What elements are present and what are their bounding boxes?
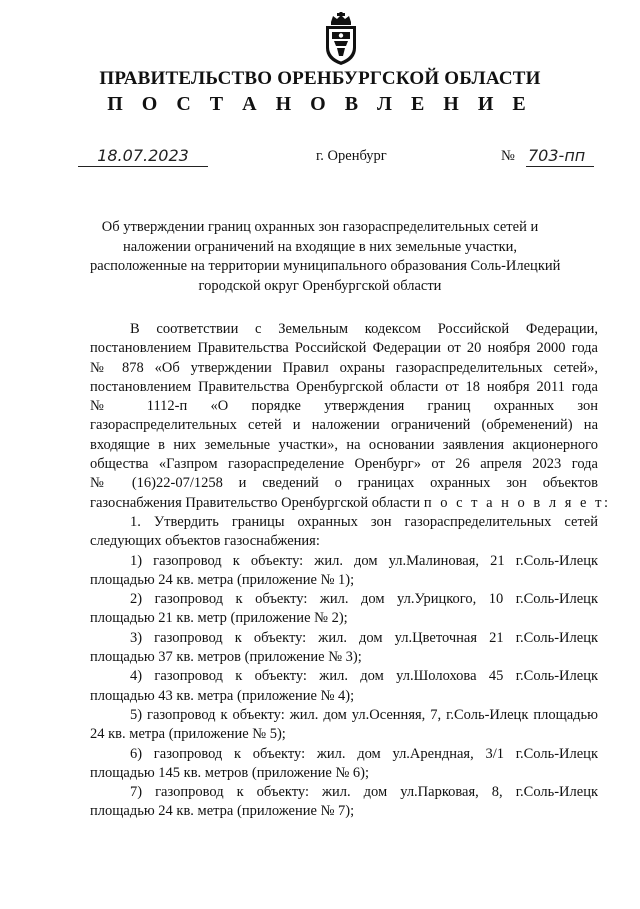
number-underline bbox=[526, 166, 594, 167]
item-line: 1) газопровод к объекту: жил. дом ул.Малиновая, 21 г.Соль-Илецк bbox=[130, 552, 598, 569]
body-line: общества «Газпром газораспределение Оренбург» от 26 апреля 2023 года bbox=[90, 456, 598, 473]
coat-of-arms-icon bbox=[322, 12, 360, 66]
body-line: № 878 «Об утверждении Правил охраны газораспределительных сетей», bbox=[90, 359, 598, 376]
item-line: 24 кв. метра (приложение № 5); bbox=[90, 726, 286, 743]
body-line: газораспределительных сетей и наложении ограничений (обременений) на bbox=[90, 417, 598, 434]
item-line: 3) газопровод к объекту: жил. дом ул.Цветочная 21 г.Соль-Илецк bbox=[130, 629, 598, 646]
body-line: № (16)22-07/1258 и сведений о границах охранных зон объектов bbox=[90, 475, 598, 492]
heading-line: Об утверждении границ охранных зон газораспределительных сетей и bbox=[101, 219, 539, 235]
item-line: 6) газопровод к объекту: жил. дом ул.Арендная, 3/1 г.Соль-Илецк bbox=[130, 745, 598, 762]
document-body bbox=[90, 320, 611, 822]
document-date: 18.07.2023 bbox=[97, 146, 189, 165]
body-line: постановлением Правительства Российской Федерации от 20 ноября 2000 года bbox=[90, 340, 598, 357]
body-line bbox=[90, 494, 611, 513]
item-line: 7) газопровод к объекту: жил. дом ул.Парковая, 8, г.Соль-Илецк bbox=[130, 784, 598, 801]
clause-line: следующих объектов газоснабжения: bbox=[90, 533, 320, 550]
preamble-last: газоснабжения Правительство Оренбургской области bbox=[90, 494, 421, 511]
item-line: 5) газопровод к объекту: жил. дом ул.Осенняя, 7, г.Соль-Илецк площадью bbox=[130, 706, 598, 723]
item-line: площадью 24 кв. метра (приложение № 1); bbox=[90, 571, 355, 588]
document-number: 703-пп bbox=[528, 146, 586, 165]
number-sign: № bbox=[501, 148, 515, 164]
document-type: П О С Т А Н О В Л Е Н И Е bbox=[107, 93, 533, 115]
date-underline bbox=[78, 166, 208, 167]
body-line: В соответствии с Земельным кодексом Российской Федерации, bbox=[130, 321, 598, 337]
document-place: г. Оренбург bbox=[316, 148, 387, 164]
item-line: площадью 145 кв. метров (приложение № 6); bbox=[90, 764, 370, 781]
item-line: площадью 24 кв. метра (приложение № 7); bbox=[90, 803, 355, 820]
heading-line: городской округ Оренбургской области bbox=[198, 277, 442, 294]
item-line: площадью 21 кв. метр (приложение № 2); bbox=[90, 610, 348, 627]
resolve-word: п о с т а н о в л я е т: bbox=[423, 494, 611, 511]
item-line: площадью 37 кв. метров (приложение № 3); bbox=[90, 649, 362, 666]
heading-line: расположенные на территории муниципального образования Соль-Илецкий bbox=[90, 258, 561, 274]
item-line: площадью 43 кв. метра (приложение № 4); bbox=[90, 687, 355, 704]
body-line: входящие в них земельные участки», на основании заявления акционерного bbox=[90, 436, 598, 453]
body-line: № 1112-п «О порядке утверждения границ охранных зон bbox=[90, 398, 598, 415]
clause-line: 1. Утвердить границы охранных зон газораспределительных сетей bbox=[130, 513, 598, 530]
government-title: ПРАВИТЕЛЬСТВО ОРЕНБУРГСКОЙ ОБЛАСТИ bbox=[99, 68, 541, 89]
body-line: постановлением Правительства Оренбургской области от 18 ноября 2011 года bbox=[90, 378, 598, 395]
item-line: 2) газопровод к объекту: жил. дом ул.Урицкого, 10 г.Соль-Илецк bbox=[130, 591, 598, 608]
document-heading bbox=[90, 218, 561, 296]
item-line: 4) газопровод к объекту: жил. дом ул.Шолохова 45 г.Соль-Илецк bbox=[130, 668, 598, 685]
heading-line: наложении ограничений на входящие в них земельные участки, bbox=[122, 238, 518, 255]
document-meta bbox=[0, 148, 640, 170]
